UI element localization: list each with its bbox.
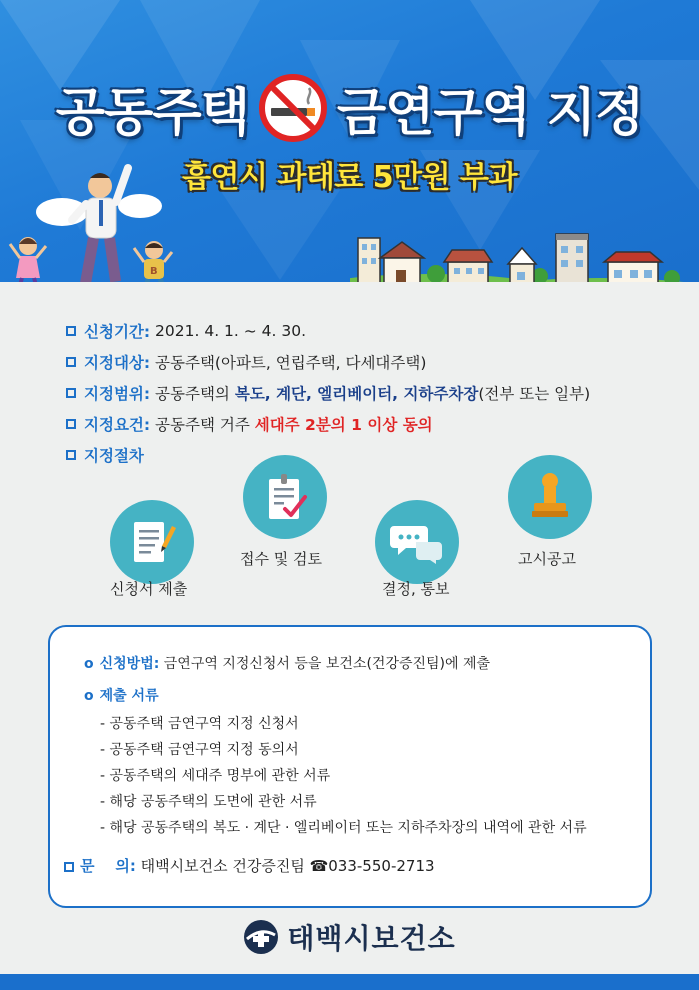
document-pencil-icon: [128, 516, 176, 568]
info-scope: [66, 378, 666, 408]
footer-bar: [0, 974, 699, 990]
bullet-square-icon: [66, 419, 76, 429]
people-illustration: [0, 160, 200, 290]
info-period: [66, 316, 666, 346]
step-4: [508, 455, 592, 539]
scope-label: 지정범위:: [84, 385, 151, 403]
contact: [64, 855, 435, 876]
period-label: 신청기간:: [84, 323, 151, 341]
docs-header: [84, 685, 159, 705]
contact-label: 문 의:: [80, 857, 136, 875]
svg-text:B: B: [150, 266, 158, 277]
bullet-square-icon: [66, 357, 76, 367]
requirement-label: 지정요건:: [84, 416, 151, 434]
info-requirement: [66, 409, 666, 439]
footer-name: 태백시보건소: [287, 922, 456, 955]
doc-item: - 공동주택의 세대주 명부에 관한 서류: [100, 768, 331, 784]
period-value: 2021. 4. 1. ~ 4. 30.: [155, 322, 307, 340]
doc-item: - 공동주택 금연구역 지정 신청서: [100, 716, 299, 732]
bullet-square-icon: [66, 388, 76, 398]
stamp-icon: [528, 471, 572, 523]
apply-method-label: 신청방법:: [99, 656, 160, 672]
requirement-highlight: 세대주 2분의 1 이상 동의: [254, 416, 433, 434]
doc-item: - 해당 공동주택의 복도 · 계단 · 엘리베이터 또는 지하주차장의 내역에 관한 서류: [100, 820, 587, 836]
target-value: 공동주택(아파트, 연립주택, 다세대주택): [155, 354, 427, 372]
circle-bullet-icon: o: [84, 656, 94, 672]
bullet-square-icon: [64, 862, 74, 872]
contact-value: 태백시보건소 건강증진팀 ☎033-550-2713: [140, 857, 435, 875]
info-list: [66, 316, 666, 471]
header-divider: [0, 282, 699, 294]
step-2-circle: [243, 455, 327, 539]
step-2: [243, 455, 327, 539]
docs-label: 제출 서류: [99, 688, 159, 704]
subtitle-fine: 흡연시 과태료 5만원 부과: [181, 160, 517, 195]
footer-logo: [0, 917, 699, 957]
step-3-circle: [375, 500, 459, 584]
health-center-logo-icon: [243, 919, 279, 955]
procedure-label: 지정절차: [84, 447, 144, 465]
step-1-label: 신청서 제출: [110, 580, 188, 598]
step-1-circle: [110, 500, 194, 584]
no-smoking-icon: [259, 74, 327, 142]
title-left: 공동주택: [55, 84, 249, 143]
doc-item: - 해당 공동주택의 도면에 관한 서류: [100, 794, 317, 810]
circle-bullet-icon: o: [84, 688, 94, 704]
checklist-icon: [261, 471, 309, 523]
scope-highlight: 복도, 계단, 엘리베이터, 지하주차장: [234, 385, 479, 403]
bullet-square-icon: [66, 326, 76, 336]
poster-title: [0, 68, 699, 148]
step-4-label: 고시공고: [518, 550, 576, 568]
step-1: [110, 500, 194, 584]
apply-method-value: 금연구역 지정신청서 등을 보건소(건강증진팀)에 제출: [163, 656, 491, 672]
step-3: [375, 500, 459, 584]
bullet-square-icon: [66, 450, 76, 460]
chat-bubbles-icon: [390, 520, 444, 564]
step-2-label: 접수 및 검토: [240, 550, 322, 568]
doc-item: - 공동주택 금연구역 지정 동의서: [100, 742, 299, 758]
title-right: 금연구역 지정: [336, 84, 644, 143]
requirement-pre: 공동주택 거주: [155, 416, 250, 434]
scope-post: (전부 또는 일부): [478, 385, 591, 403]
step-3-label: 결정, 통보: [382, 580, 450, 598]
application-info-box: [48, 625, 652, 908]
step-4-circle: [508, 455, 592, 539]
houses-illustration: [350, 228, 699, 290]
poster-header: [0, 0, 699, 290]
info-target: [66, 347, 666, 377]
scope-pre: 공동주택의: [155, 385, 230, 403]
target-label: 지정대상:: [84, 354, 151, 372]
apply-method: [84, 653, 490, 673]
